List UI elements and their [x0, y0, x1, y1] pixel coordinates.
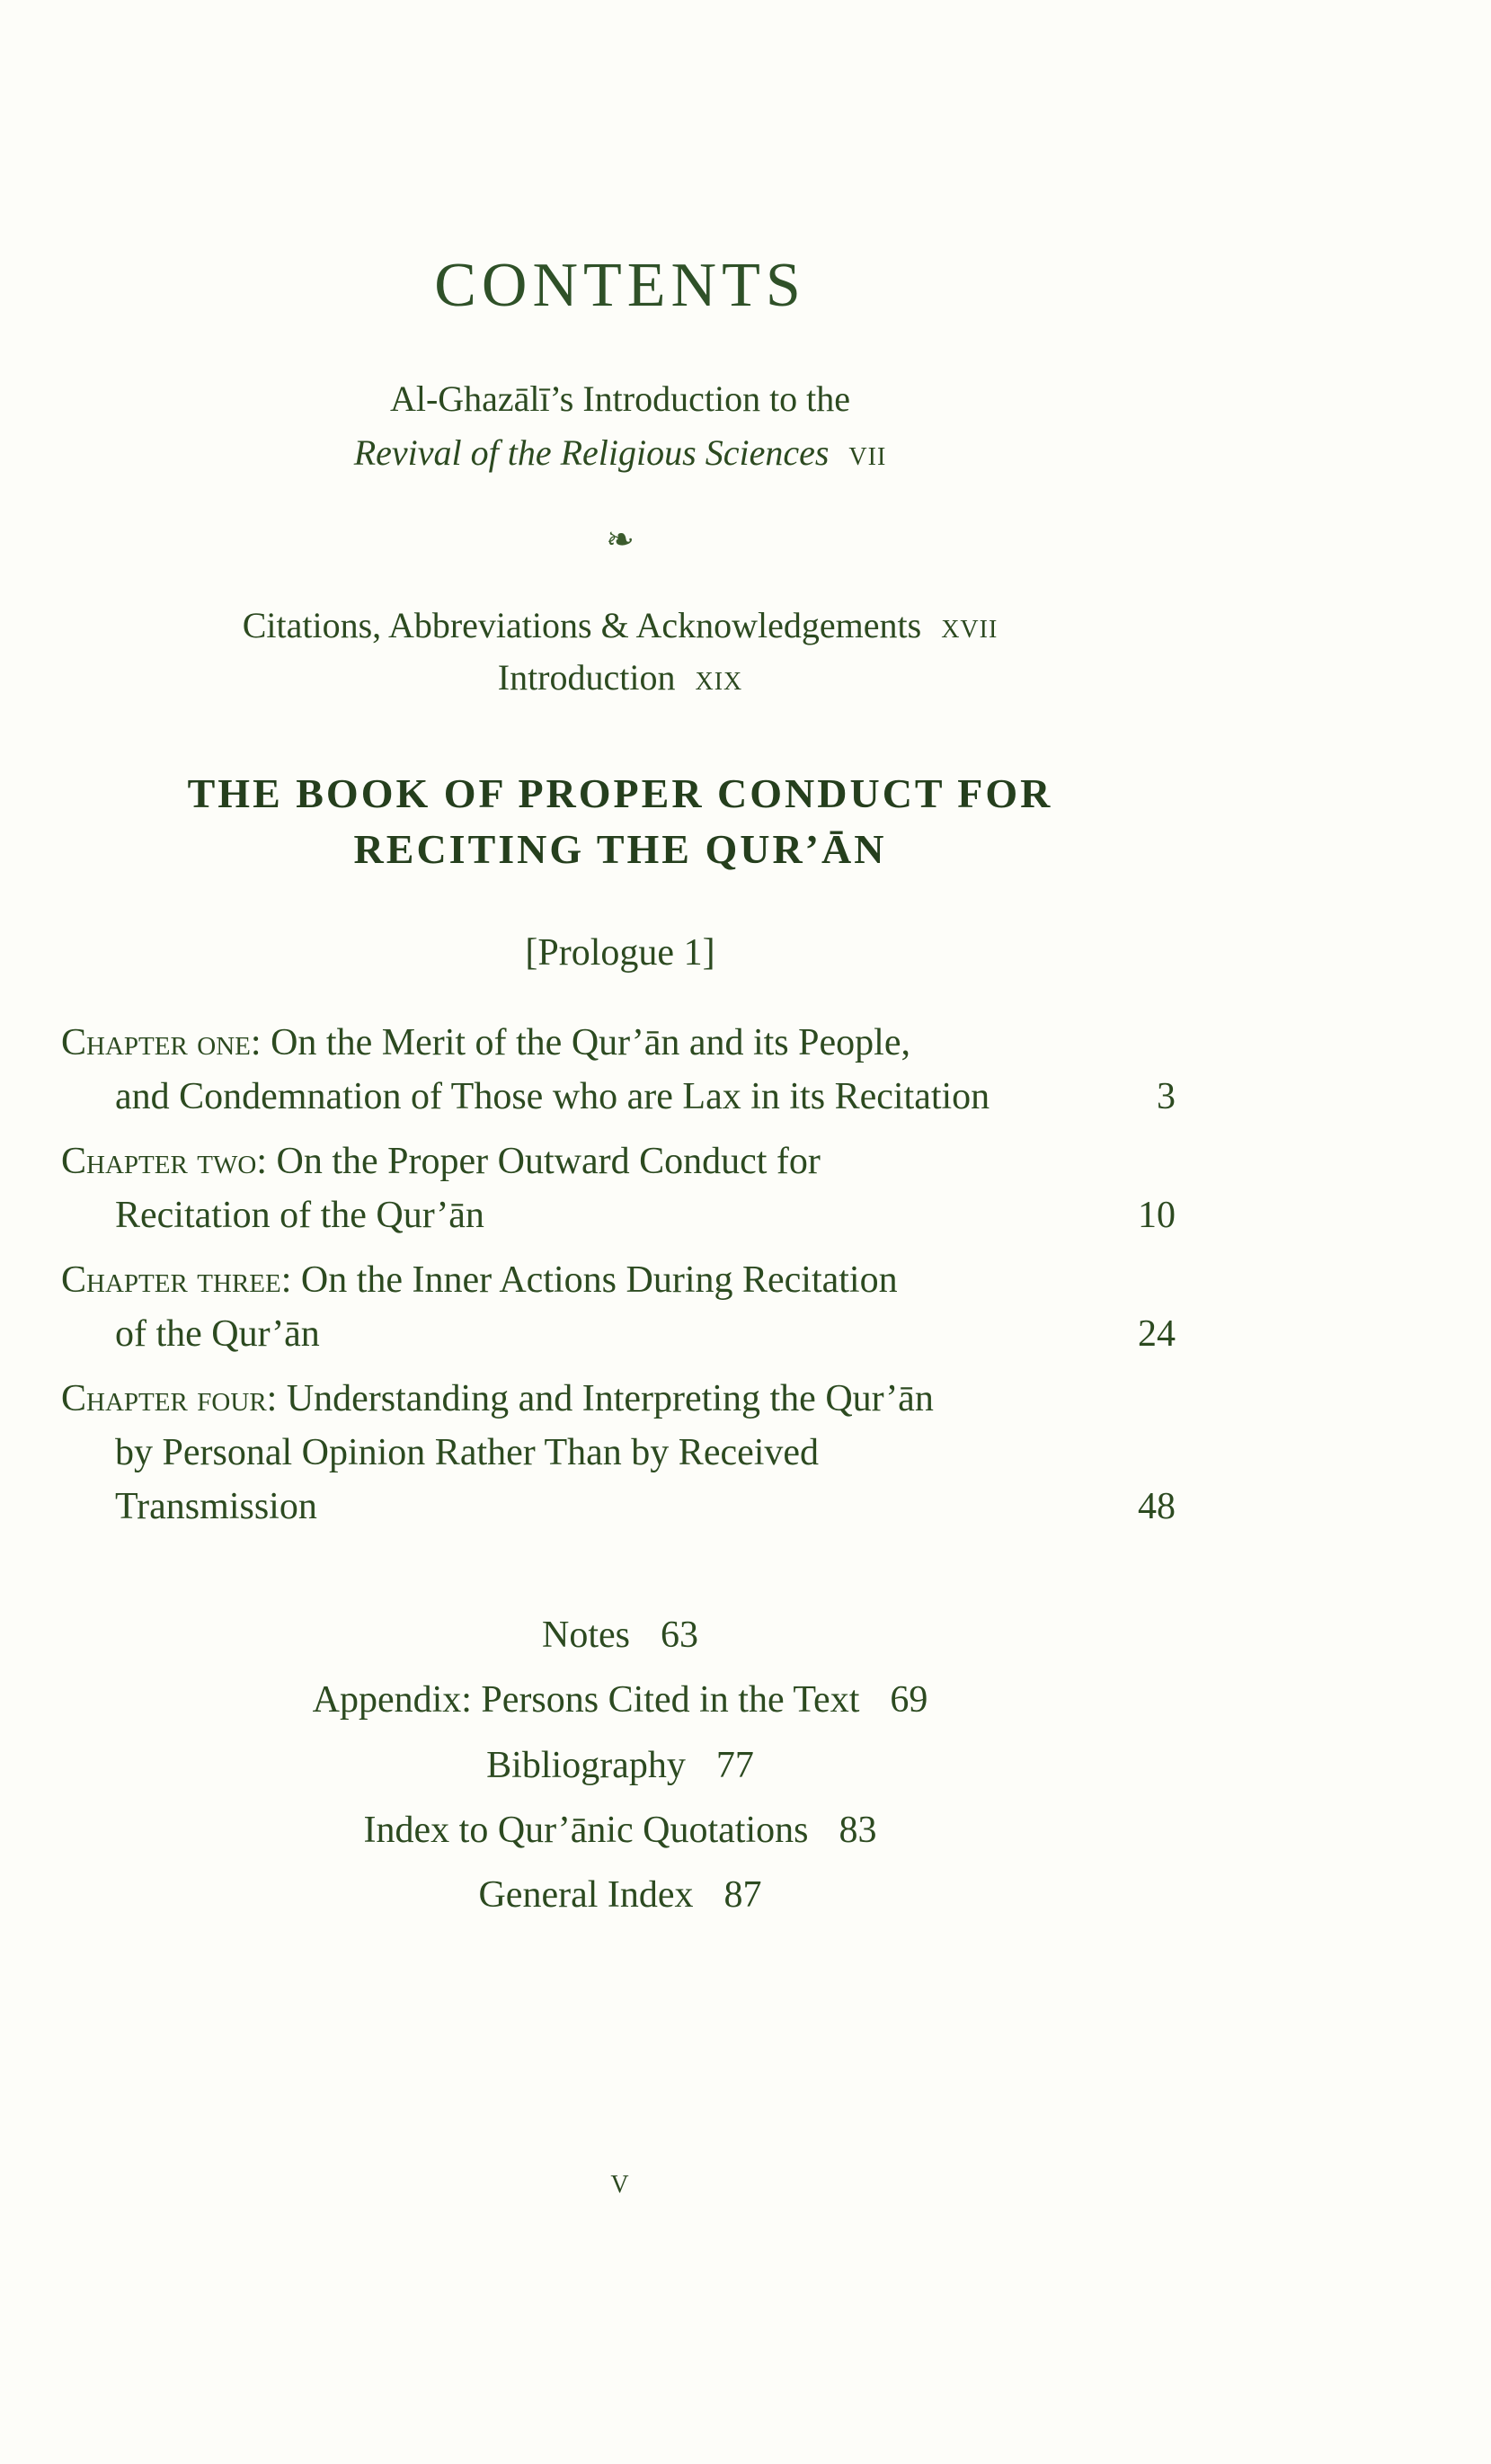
toc-entry-bibliography — [0, 1744, 1240, 1787]
revival-title: Revival of the Religious Sciences — [353, 432, 830, 473]
page-number: 77 — [715, 1745, 754, 1786]
page-number: 83 — [839, 1810, 877, 1851]
book-title — [0, 766, 1240, 877]
chapter-title-line2: Recitation of the Qur’ān — [115, 1195, 484, 1236]
chapter-label: Chapter four: — [61, 1378, 278, 1419]
folio-page-number: v — [610, 2160, 630, 2201]
chapter-list — [61, 1016, 1176, 1544]
contents-heading: CONTENTS — [434, 251, 806, 320]
page-number: 69 — [890, 1679, 928, 1721]
page-number: 87 — [723, 1874, 762, 1916]
toc-entry-label: Bibliography — [486, 1745, 686, 1786]
toc-entry-quranic-index — [0, 1809, 1240, 1852]
toc-entry-introduction — [0, 656, 1240, 698]
chapter-four-entry — [61, 1372, 1176, 1534]
page-number: vii — [848, 432, 887, 473]
chapter-label: Chapter three: — [61, 1259, 292, 1301]
chapter-title-line1: Understanding and Interpreting the Qur’ān — [286, 1378, 934, 1419]
toc-entry-label: Notes — [542, 1614, 630, 1656]
chapter-title-line2: of the Qur’ān — [115, 1313, 320, 1355]
chapter-label: Chapter two: — [61, 1141, 267, 1182]
toc-entry-general-index — [0, 1873, 1240, 1917]
ghazali-intro-line2 — [0, 431, 1240, 474]
ghazali-intro-line1: Al-Ghazālī’s Introduction to the — [389, 378, 851, 419]
chapter-three-entry — [61, 1253, 1176, 1361]
toc-entry-label: General Index — [478, 1874, 694, 1916]
prologue: [Prologue 1] — [525, 932, 715, 974]
book-title-line1: THE BOOK OF PROPER CONDUCT FOR — [187, 770, 1053, 816]
toc-entry-label: Index to Qur’ānic Quotations — [363, 1810, 809, 1851]
chapter-title-line2: by Personal Opinion Rather Than by Received — [115, 1432, 820, 1473]
book-title-line2: RECITING THE QUR’ĀN — [353, 826, 887, 872]
chapter-title-line1: On the Inner Actions During Recitation — [300, 1259, 898, 1301]
chapter-label: Chapter one: — [61, 1022, 262, 1063]
chapter-one-entry — [61, 1016, 1176, 1124]
toc-entry-appendix — [0, 1678, 1240, 1721]
toc-entry-citations — [0, 604, 1240, 646]
toc-entry-label: Citations, Abbreviations & Acknowledgements — [242, 605, 922, 645]
chapter-title-line1: On the Proper Outward Conduct for — [276, 1141, 821, 1182]
page-number: 10 — [1138, 1195, 1176, 1236]
toc-entry-label: Appendix: Persons Cited in the Text — [312, 1679, 860, 1721]
chapter-title-line1: On the Merit of the Qur’ān and its People, — [271, 1022, 910, 1063]
toc-entry-label: Introduction — [497, 657, 676, 698]
chapter-two-entry — [61, 1134, 1176, 1242]
page-number: xvii — [941, 605, 998, 645]
chapter-title-line2: and Condemnation of Those who are Lax in its Recitation — [115, 1076, 990, 1117]
page-number: 48 — [1138, 1486, 1176, 1527]
toc-entry-notes — [0, 1614, 1240, 1657]
page-number: xix — [695, 657, 743, 698]
chapter-title-line3: Transmission — [115, 1486, 317, 1527]
fleuron-icon: ❧ — [606, 521, 635, 559]
page-number: 3 — [1157, 1076, 1176, 1117]
page-number: 63 — [661, 1614, 698, 1656]
page-number: 24 — [1138, 1313, 1176, 1355]
